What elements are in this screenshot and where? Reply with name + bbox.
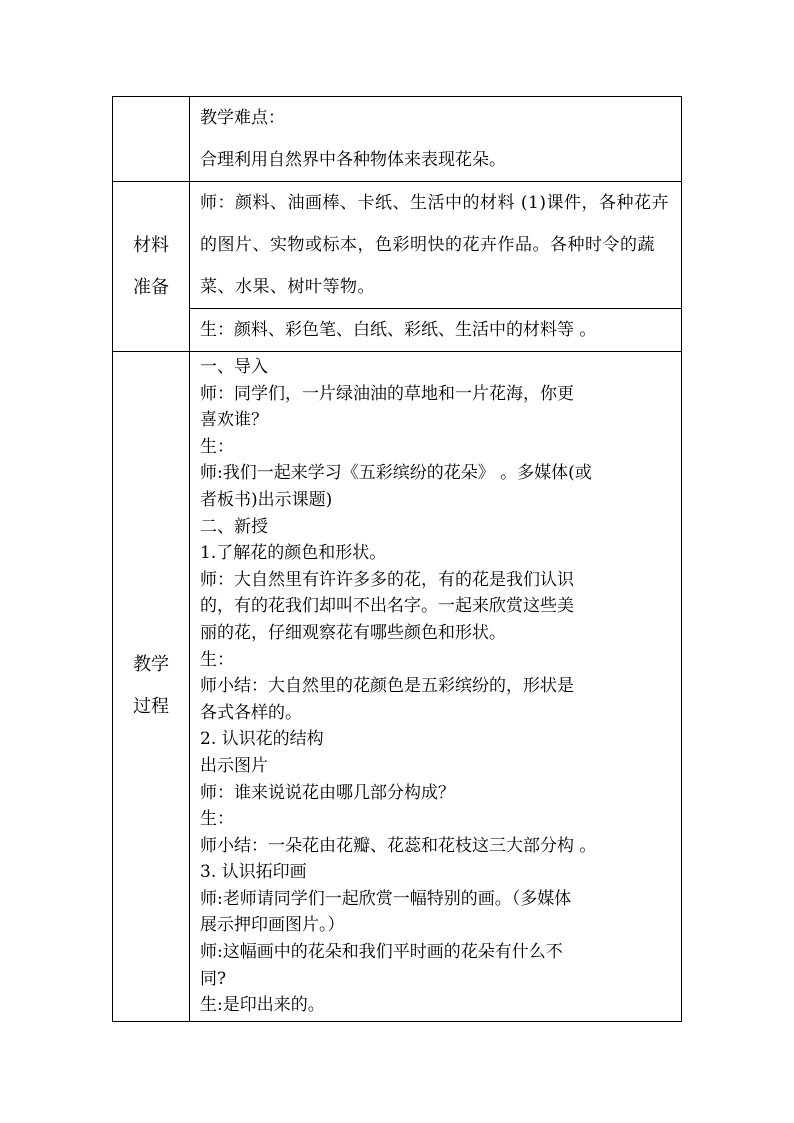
process-line: 1.了解花的颜色和形状。 <box>200 543 387 564</box>
process-line: 同? <box>200 968 227 989</box>
process-line: 师：同学们，一片绿油油的草地和一片花海，你更 <box>200 383 574 404</box>
process-line: 喜欢谁？ <box>200 410 268 431</box>
process-line: 2. 认识花的结构 <box>200 729 324 750</box>
lesson-plan-table <box>112 96 682 1022</box>
process-label-bottom: 过程 <box>133 696 169 718</box>
materials-student-text: 生：颜料、彩色笔、白纸、彩纸、生活中的材料等 。 <box>200 320 597 340</box>
materials-teacher-row <box>113 182 682 309</box>
difficulty-heading: 教学难点： <box>200 108 285 128</box>
process-line: 丽的花，仔细观察花有哪些颜色和形状。 <box>200 622 506 643</box>
process-row <box>113 352 682 1022</box>
process-line: 二、新授 <box>200 516 268 537</box>
process-line: 3. 认识拓印画 <box>200 862 307 883</box>
process-line: 师小结：一朵花由花瓣、花蕊和花枝这三大部分构 。 <box>200 835 597 856</box>
materials-label-top: 材料 <box>133 234 169 256</box>
process-line: 各式各样的。 <box>200 702 302 723</box>
process-line: 师：大自然里有许许多多的花，有的花是我们认识 <box>200 569 574 590</box>
process-label-top: 教学 <box>133 654 169 676</box>
difficulty-text: 合理利用自然界中各种物体来表现花朵。 <box>200 150 506 170</box>
materials-teacher-text: 师：颜料、油画棒、卡纸、生活中的材料 (1)课件，各种花卉的图片、实物或标本，色彩明快的花卉作品。各种时令的蔬菜、水果、树叶等物。 <box>200 193 669 297</box>
process-line: 生： <box>200 809 234 830</box>
process-line: 者板书)出示课题) <box>200 489 333 510</box>
materials-label-cell <box>113 182 190 352</box>
process-line: 一、导入 <box>200 357 268 377</box>
materials-student-row <box>113 309 682 352</box>
process-line: 生： <box>200 649 234 670</box>
process-line: 师：谁来说说花由哪几部分构成？ <box>200 782 455 803</box>
process-line: 师:老师请同学们一起欣赏一幅特别的画。（多媒体 <box>200 888 572 909</box>
materials-label-bottom: 准备 <box>133 276 169 298</box>
process-line: 师:我们一起来学习《五彩缤纷的花朵》 。多媒体(或 <box>200 463 592 484</box>
difficulty-label-cell <box>113 97 190 182</box>
materials-student-cell <box>190 309 682 352</box>
materials-teacher-cell <box>190 182 682 309</box>
process-text-block <box>190 352 681 1021</box>
process-line: 生： <box>200 436 234 457</box>
difficulty-content-cell <box>190 97 682 182</box>
process-line: 生:是印出来的。 <box>200 995 325 1016</box>
process-line: 的，有的花我们却叫不出名字。一起来欣赏这些美 <box>200 596 574 617</box>
process-line: 师小结：大自然里的花颜色是五彩缤纷的，形状是 <box>200 676 574 697</box>
process-label-cell <box>113 352 190 1022</box>
difficulty-row <box>113 97 682 182</box>
process-line: 展示押印画图片。） <box>200 915 345 936</box>
process-content-cell <box>190 352 682 1022</box>
process-line: 出示图片 <box>200 755 268 776</box>
process-line: 师:这幅画中的花朵和我们平时画的花朵有什么不 <box>200 942 563 963</box>
